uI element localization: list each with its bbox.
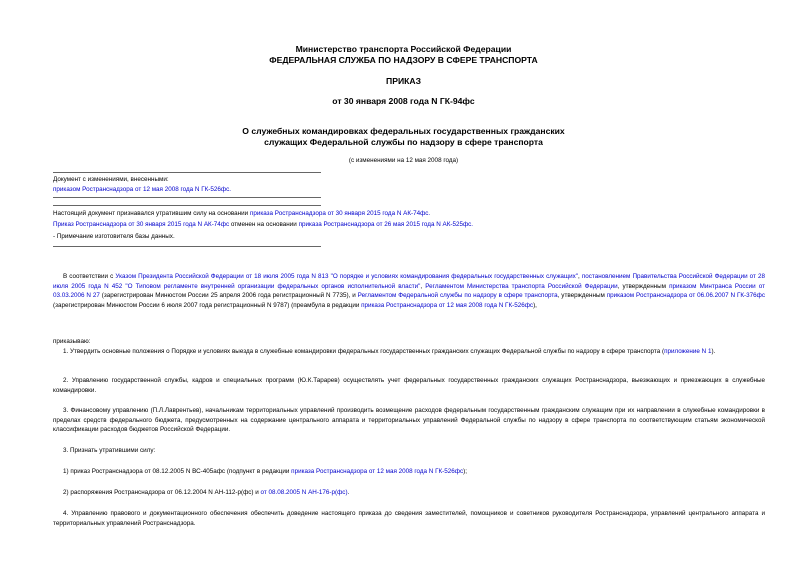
invalid-box-link-1[interactable]: приказа Ространснадзора от 30 января 2015 года N АК-74фс. xyxy=(249,210,431,217)
sub-1-text: 1) приказ Ространснадзора от 08.12.2005 N ВС-405афс (подпункт в редакции xyxy=(63,468,292,475)
item-1-text: 1. Утвердить основные положения о Порядке и условиях выезда в служебные командировки федеральных государственных гражданских служащих Федеральной службы по надзору в сфере транспорта ( xyxy=(63,348,665,355)
invalid-box-bottom-rule xyxy=(53,246,321,247)
invalid-box-link-3[interactable]: приказа Ространснадзора от 26 мая 2015 года N АК-525фс. xyxy=(298,221,474,228)
item-1-appendix-link[interactable]: приложение N 1 xyxy=(664,348,712,355)
preamble-link-regulation-service[interactable]: Регламентом Федеральной службы по надзору в сфере транспорта xyxy=(357,292,558,300)
item-3: 3. Финансовому управлению (П.Л.Лаврентьев), начальникам территориальных управлений производить возмещение расходов федеральным государственным гражданским служащим при их направлении в служебные командировки в пределах средств федерального бюджета, предусмотренных на содержание центрального аппарата и территориальных управлений Федеральной службы по надзору в сфере транспорта по соответствующим статьям экономической классификации расходов бюджетов Российской Федерации. xyxy=(53,407,765,434)
preamble-text: ), xyxy=(533,301,537,309)
changes-box-top-rule xyxy=(53,172,321,173)
preamble-text: (зарегистрирован Минюстом России 6 июля 2007 года регистрационный N 9787) (преамбула в редакции xyxy=(53,301,362,309)
invalid-box-link-2[interactable]: Приказ Ространснадзора от 30 января 2015 года N АК-74фс xyxy=(53,221,230,228)
document-title-line-2: служащих Федеральной службы по надзору в сфере транспорта xyxy=(264,137,543,147)
document-date-number: от 30 января 2008 года N ГК-94фс xyxy=(332,96,475,106)
sub-2-link[interactable]: от 08.08.2005 N АН-176-р(фс) xyxy=(260,489,348,496)
item-4-sub-2 xyxy=(53,488,765,498)
changes-box-bottom-rule xyxy=(53,197,321,198)
preamble-text: , утвержденным xyxy=(557,292,607,300)
changes-box-link[interactable]: приказом Ространснадзора от 12 мая 2008 года N ГК-526фс. xyxy=(53,186,231,193)
preamble-link-resolution[interactable]: постановлением Правительства Российской Федерации от 28 июля 2005 года N 452 "О Типовом регламенте внутренней организации федеральных органов исполнительной власти" xyxy=(53,273,766,290)
item-4-sub-1 xyxy=(53,467,765,477)
sub-1-link[interactable]: приказа Ространснадзора от 12 мая 2008 года N ГК-526фс xyxy=(291,468,464,475)
preamble-text: В соответствии с xyxy=(63,273,116,280)
service-name: ФЕДЕРАЛЬНАЯ СЛУЖБА ПО НАДЗОРУ В СФЕРЕ ТРАНСПОРТА xyxy=(269,55,538,65)
preamble-paragraph xyxy=(53,272,765,310)
preamble-text: , утвержденным xyxy=(617,282,670,290)
preamble-link-order-rostransnadzor[interactable]: приказом Ространснадзора от 06.06.2007 N ГК-376фс xyxy=(606,292,765,300)
changes-box-label: Документ с изменениями, внесенными: xyxy=(53,176,169,183)
preamble-text: , xyxy=(420,282,426,290)
item-5: 4. Управлению правового и документационного обеспечения обеспечить доведение настоящего приказа до сведения заместителей, помощников и советников руководителя Ространснадзора, управлений центрального аппарата и территориальных управлений Ространснадзора. xyxy=(53,510,765,527)
item-2: 2. Управлению государственной службы, кадров и специальных программ (Ю.К.Тарарев) осуществлять учет федеральных государственных гражданских служащих Ространснадзора, выезжающих и приезжающих в служебные командировки. xyxy=(53,377,765,394)
preamble-text: , xyxy=(578,273,582,280)
preamble-text: (зарегистрирован Минюстом России 25 апреля 2006 года регистрационный N 7735), и xyxy=(99,292,358,300)
preamble-link-amendment[interactable]: приказа Ространснадзора от 12 мая 2008 года N ГК-526фс xyxy=(361,301,534,309)
sub-2-end: . xyxy=(347,489,350,496)
preamble-link-order-mintrans[interactable]: приказом Минтранса России от 03.03.2006 N 27 xyxy=(53,282,766,300)
item-1 xyxy=(53,347,765,357)
sub-1-end: ); xyxy=(463,468,467,475)
invalid-box-line-1 xyxy=(53,209,430,218)
order-word: приказываю: xyxy=(53,338,91,345)
invalid-box-top-rule xyxy=(53,205,321,206)
invalid-box-text-2: отменен на основании xyxy=(229,221,299,228)
invalid-box-text-1: Настоящий документ признавался утратившим силу на основании xyxy=(53,210,250,217)
preamble-link-regulation-ministry[interactable]: Регламентом Министерства транспорта Российской Федерации xyxy=(425,282,618,290)
amendment-note: (с изменениями на 12 мая 2008 года) xyxy=(348,157,459,164)
document-type: ПРИКАЗ xyxy=(386,76,421,86)
invalid-box-line-2 xyxy=(53,220,473,229)
invalid-box-note: - Примечание изготовителя базы данных. xyxy=(53,233,175,240)
document-title-line-1: О служебных командировках федеральных государственных гражданских xyxy=(242,126,565,136)
item-1-end: ). xyxy=(711,348,716,355)
ministry-name: Министерство транспорта Российской Федерации xyxy=(295,44,512,54)
sub-2-text: 2) распоряжения Ространснадзора от 06.12.2004 N АН-112-р(фс) и xyxy=(63,489,261,496)
preamble-link-decree[interactable]: Указом Президента Российской Федерации от 18 июля 2005 года N 813 "О порядке и условиях командирования федеральных государственных служащих" xyxy=(115,273,578,280)
item-4-heading: 3. Признать утратившими силу: xyxy=(63,447,156,454)
